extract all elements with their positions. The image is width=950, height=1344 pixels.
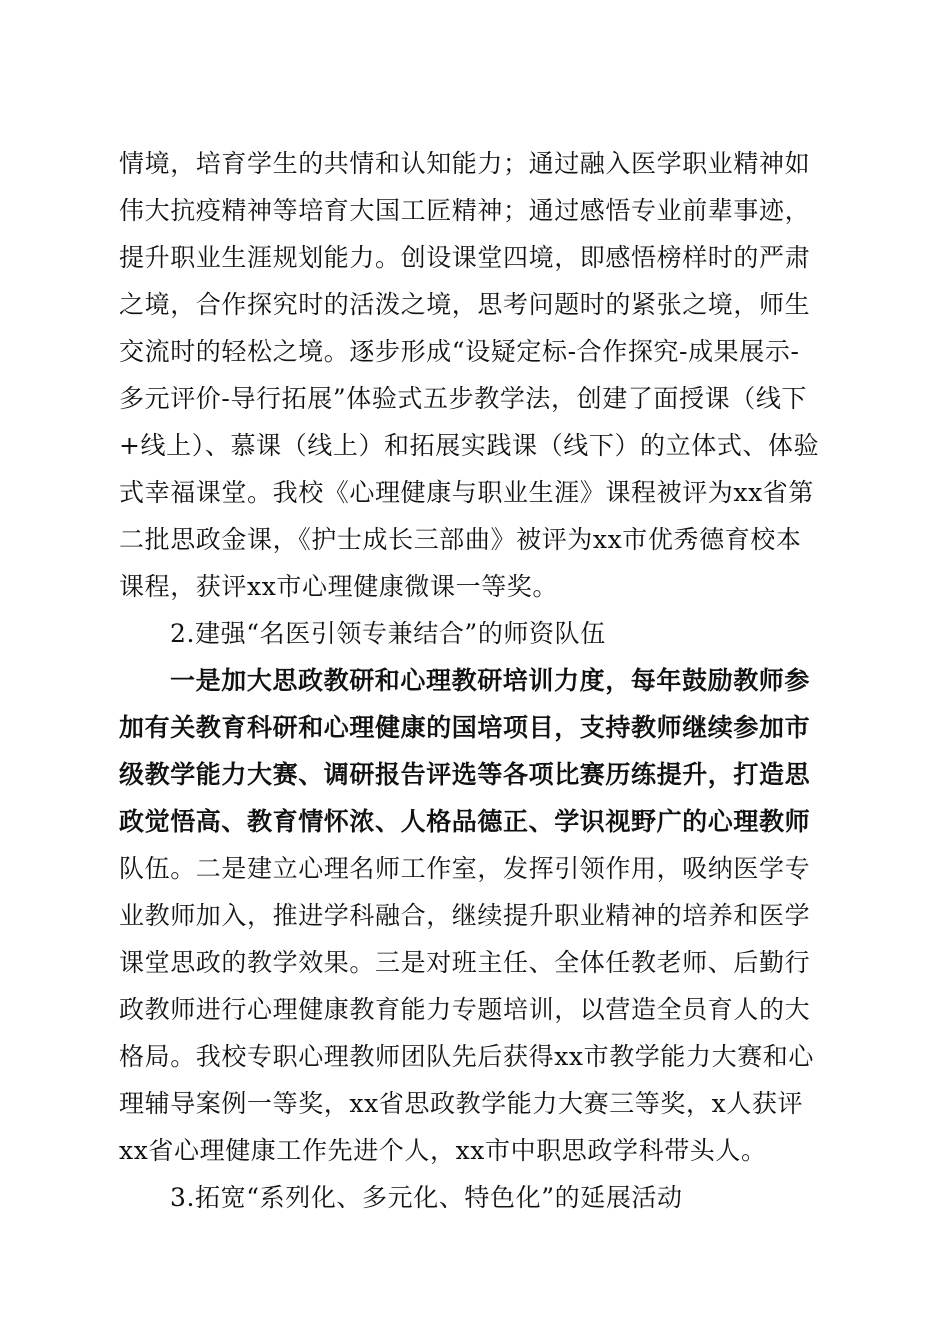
- section-heading: 2.建强“名医引领专兼结合”的师资队伍: [170, 619, 606, 648]
- body-line: 队伍。二是建立心理名师工作室，发挥引领作用，吸纳医学专: [119, 854, 811, 883]
- body-line: 伟大抗疫精神等培育大国工匠精神；通过感悟专业前辈事迹，: [119, 196, 811, 225]
- body-line: 格局。我校专职心理教师团队先后获得xx市教学能力大赛和心: [119, 1042, 815, 1071]
- body-line: 二批思政金课，《护士成长三部曲》被评为xx市优秀德育校本: [119, 525, 802, 554]
- body-line: 级教学能力大赛、调研报告评选等各项比赛历练提升，打造思: [119, 760, 811, 789]
- body-line: 之境，合作探究时的活泼之境，思考问题时的紧张之境，师生: [119, 290, 811, 319]
- body-line: 交流时的轻松之境。逐步形成“设疑定标-合作探究-成果展示-: [119, 337, 800, 366]
- body-line: +线上）、慕课（线上）和拓展实践课（线下）的立体式、体验: [119, 431, 820, 460]
- body-line: 加有关教育科研和心理健康的国培项目，支持教师继续参加市: [119, 713, 811, 742]
- body-line: 课程，获评xx市心理健康微课一等奖。: [119, 572, 558, 601]
- body-line: 业教师加入，推进学科融合，继续提升职业精神的培养和医学: [119, 901, 811, 930]
- body-line: 政觉悟高、教育情怀浓、人格品德正、学识视野广的心理教师: [119, 807, 811, 836]
- body-line: 式幸福课堂。我校《心理健康与职业生涯》课程被评为xx省第: [119, 478, 815, 507]
- body-line: xx省心理健康工作先进个人，xx市中职思政学科带头人。: [119, 1136, 767, 1165]
- body-line: 多元评价-导行拓展”体验式五步教学法，创建了面授课（线下: [119, 384, 808, 413]
- body-line: 提升职业生涯规划能力。创设课堂四境，即感悟榜样时的严肃: [119, 243, 811, 272]
- body-line: 课堂思政的教学效果。三是对班主任、全体任教老师、后勤行: [119, 948, 811, 977]
- body-line: 情境，培育学生的共情和认知能力；通过融入医学职业精神如: [119, 149, 811, 178]
- body-line: 理辅导案例一等奖，xx省思政教学能力大赛三等奖，x人获评: [119, 1089, 804, 1118]
- body-line: 政教师进行心理健康教育能力专题培训，以营造全员育人的大: [119, 995, 811, 1024]
- section-heading: 3.拓宽“系列化、多元化、特色化”的延展活动: [170, 1183, 683, 1212]
- body-line: 一是加大思政教研和心理教研培训力度，每年鼓励教师参: [170, 666, 811, 695]
